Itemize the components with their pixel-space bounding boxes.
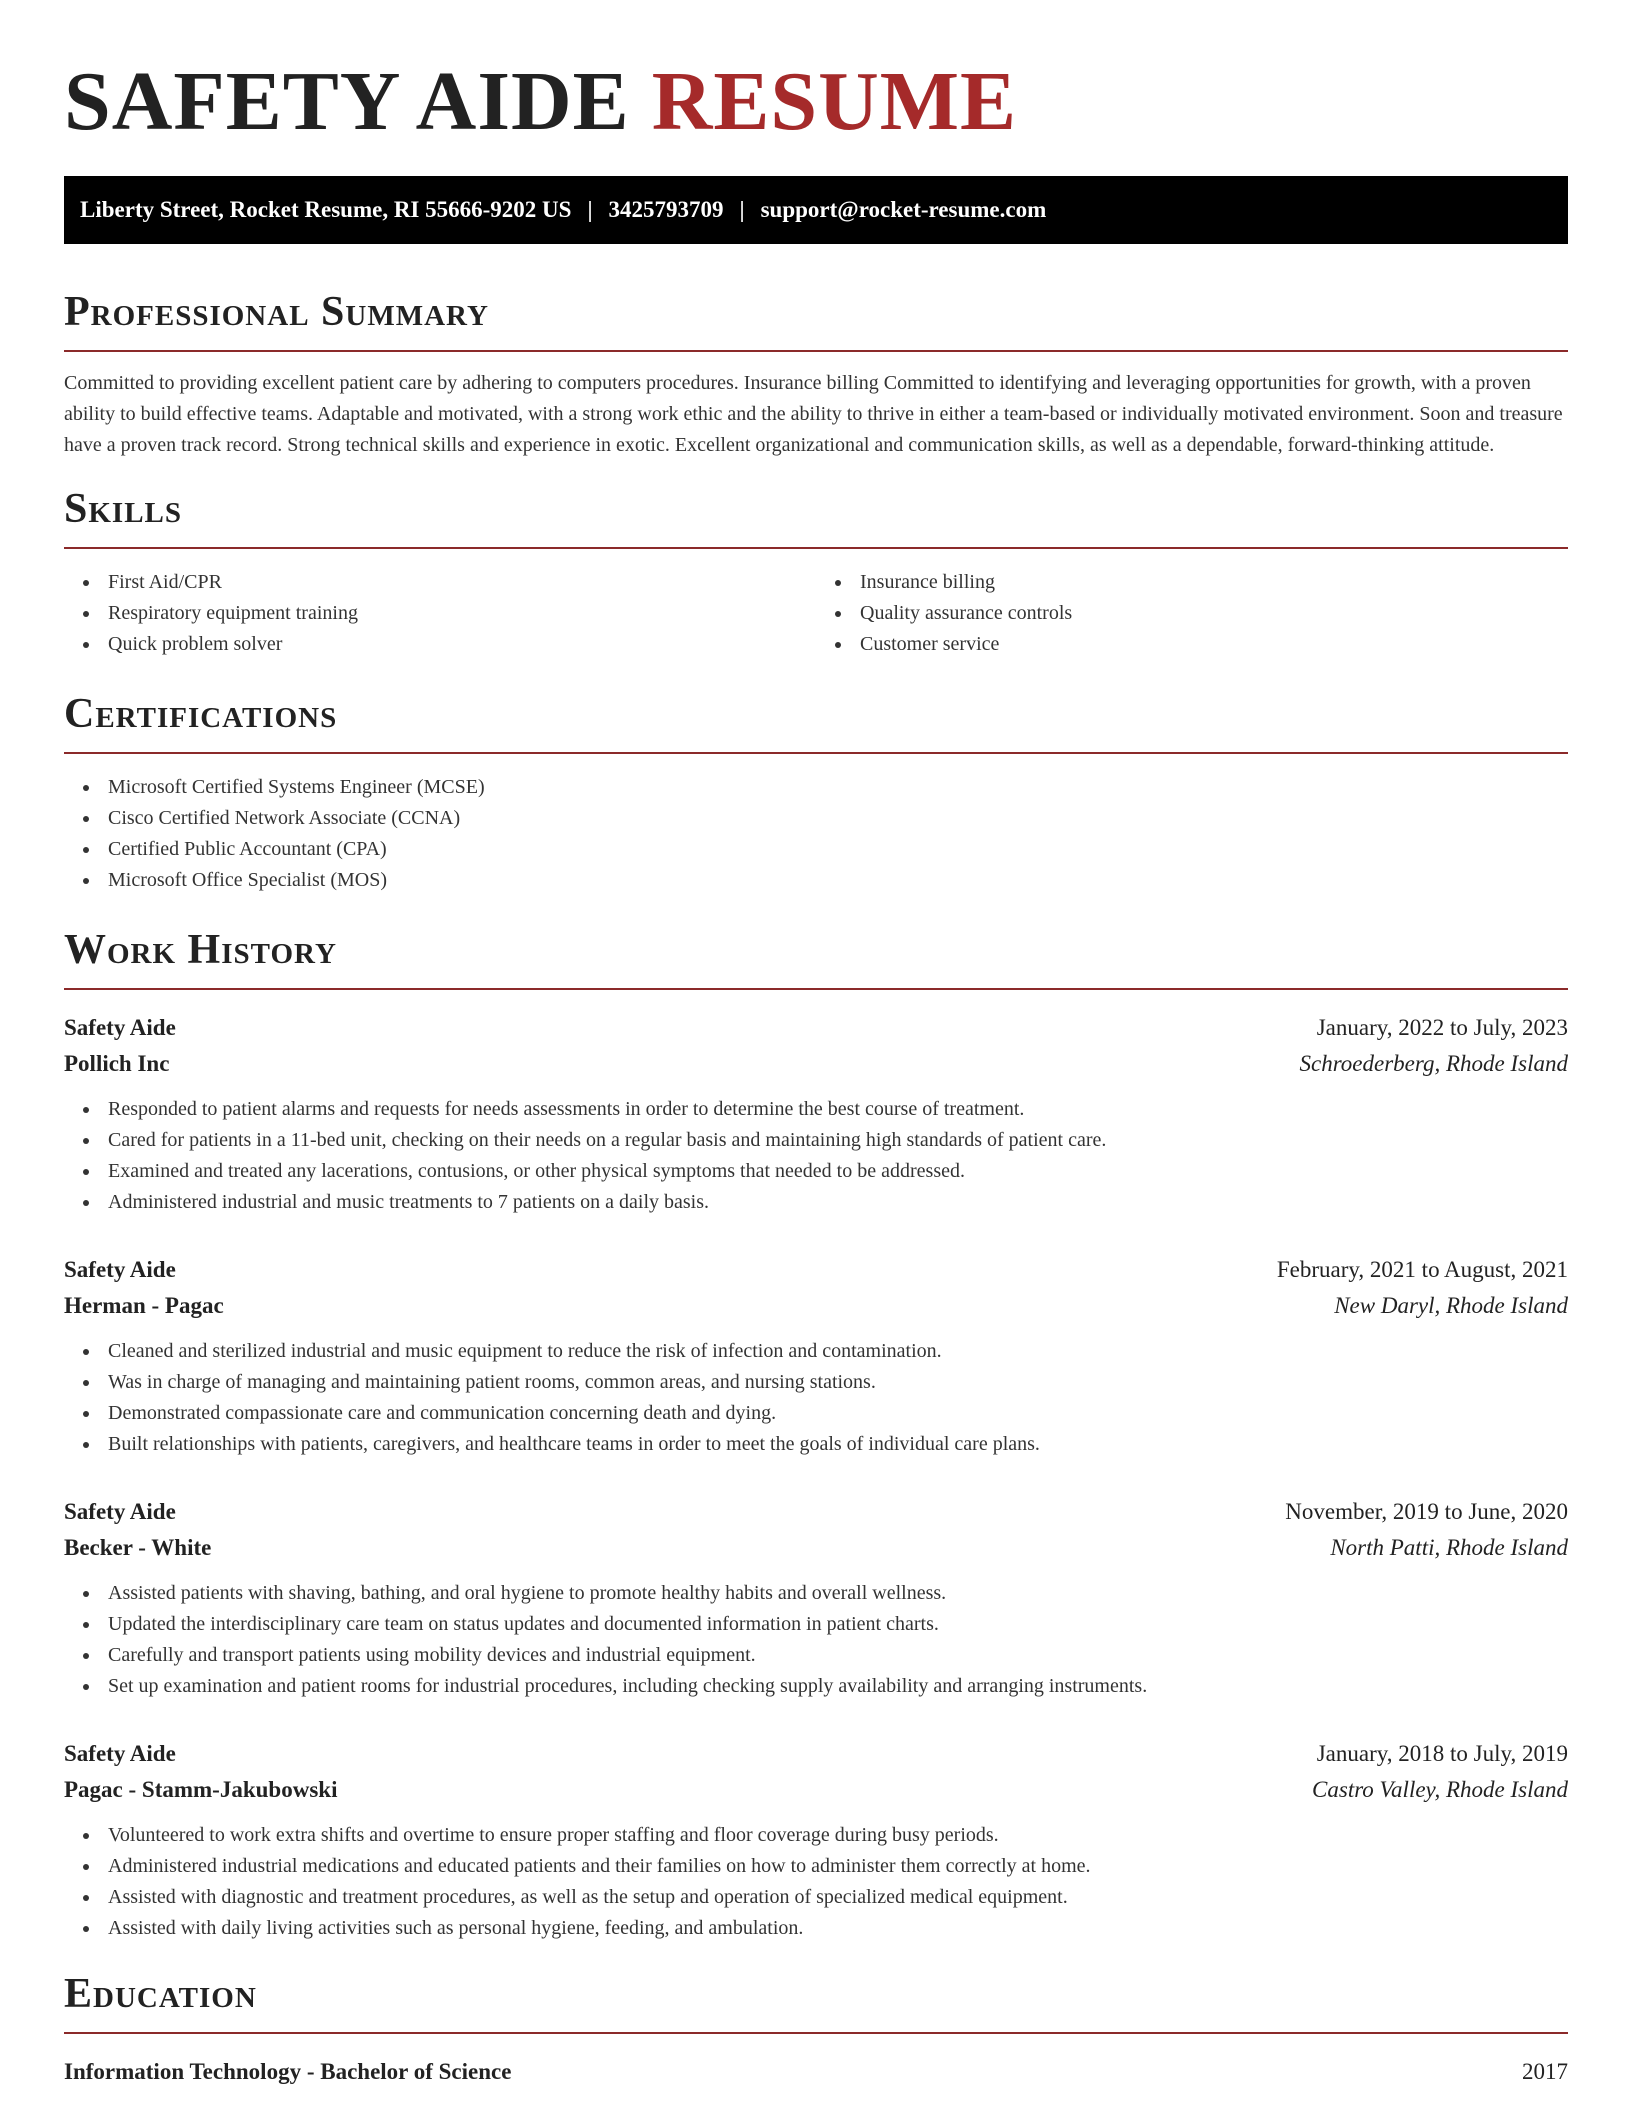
certification-item: Microsoft Certified Systems Engineer (MCSE): [80, 772, 1568, 803]
contact-address: Liberty Street, Rocket Resume, RI 55666-9202 US: [80, 197, 572, 222]
job-title: Safety Aide: [64, 1257, 176, 1282]
skill-item: First Aid/CPR: [80, 567, 816, 598]
job-company-row: [64, 1530, 1568, 1566]
job-header-row: [64, 1252, 1568, 1288]
job-bullet: Assisted patients with shaving, bathing, and oral hygiene to promote healthy habits and overall wellness.: [80, 1578, 1568, 1609]
work-history-section: [64, 926, 1568, 1944]
job-title: Safety Aide: [64, 1499, 176, 1524]
job-location: Castro Valley, Rhode Island: [1312, 1777, 1568, 1802]
job-company: Pollich Inc: [64, 1051, 170, 1076]
contact-phone: 3425793709: [608, 197, 724, 222]
job-bullet: Assisted with daily living activities such as personal hygiene, feeding, and ambulation.: [80, 1913, 1568, 1944]
skills-list-right: [816, 567, 1568, 660]
skill-item: Respiratory equipment training: [80, 598, 816, 629]
education-degree: Information Technology - Bachelor of Science: [64, 2059, 512, 2084]
job-bullet: Set up examination and patient rooms for industrial procedures, including checking supply availability and arranging instruments.: [80, 1671, 1568, 1702]
job-bullets: [64, 1578, 1568, 1702]
job-bullet: Updated the interdisciplinary care team on status updates and documented information in patient charts.: [80, 1609, 1568, 1640]
job-company-row: [64, 1288, 1568, 1324]
certifications-heading: Certifications: [64, 690, 1568, 754]
summary-section: [64, 288, 1568, 461]
education-year: 2017: [1522, 2059, 1568, 2084]
job-dates: November, 2019 to June, 2020: [1285, 1499, 1568, 1524]
contact-separator: |: [739, 197, 745, 222]
work-history-heading: Work History: [64, 926, 1568, 990]
job-location: New Daryl, Rhode Island: [1334, 1293, 1568, 1318]
job-bullet: Assisted with diagnostic and treatment procedures, as well as the setup and operation of specialized medical equipment.: [80, 1882, 1568, 1913]
job-entry: [64, 1252, 1568, 1460]
skill-item: Insurance billing: [832, 567, 1568, 598]
job-header-row: [64, 1736, 1568, 1772]
job-company: Herman - Pagac: [64, 1293, 224, 1318]
job-company: Becker - White: [64, 1535, 212, 1560]
job-bullet: Was in charge of managing and maintaining patient rooms, common areas, and nursing stations.: [80, 1367, 1568, 1398]
job-dates: January, 2022 to July, 2023: [1316, 1015, 1568, 1040]
job-location: North Patti, Rhode Island: [1330, 1535, 1568, 1560]
job-bullets: [64, 1336, 1568, 1460]
skills-grid: [64, 549, 1568, 660]
job-bullet: Examined and treated any lacerations, contusions, or other physical symptoms that needed to be addressed.: [80, 1156, 1568, 1187]
job-header-row: [64, 1494, 1568, 1530]
job-title: Safety Aide: [64, 1015, 176, 1040]
job-bullet: Demonstrated compassionate care and communication concerning death and dying.: [80, 1398, 1568, 1429]
education-heading: Education: [64, 1970, 1568, 2034]
resume-title: [64, 54, 1568, 150]
education-section: [64, 1970, 1568, 2090]
job-location: Schroederberg, Rhode Island: [1299, 1051, 1568, 1076]
certifications-section: [64, 690, 1568, 896]
job-bullet: Carefully and transport patients using mobility devices and industrial equipment.: [80, 1640, 1568, 1671]
contact-separator: |: [587, 197, 593, 222]
skills-section: [64, 485, 1568, 660]
summary-text: Committed to providing excellent patient care by adhering to computers procedures. Insurance billing Committed to identifying and leveraging opportunities for growth, with a proven ability to build effective teams. Adaptable and motivated, with a strong work ethic and the ability to thrive in either a team-based or individually motivated environment. Soon and treasure have a proven track record. Strong technical skills and experience in exotic. Excellent organizational and communication skills, as well as a dependable, forward-thinking attitude.: [64, 372, 1563, 456]
title-accent: RESUME: [651, 55, 1018, 148]
job-title: Safety Aide: [64, 1741, 176, 1766]
contact-bar: [64, 176, 1568, 244]
skill-item: Quick problem solver: [80, 629, 816, 660]
education-row: [64, 2054, 1568, 2090]
job-company-row: [64, 1046, 1568, 1082]
skill-item: Quality assurance controls: [832, 598, 1568, 629]
job-bullet: Administered industrial and music treatments to 7 patients on a daily basis.: [80, 1187, 1568, 1218]
certification-item: Cisco Certified Network Associate (CCNA): [80, 803, 1568, 834]
job-company: Pagac - Stamm-Jakubowski: [64, 1777, 338, 1802]
job-bullet: Responded to patient alarms and requests for needs assessments in order to determine the best course of treatment.: [80, 1094, 1568, 1125]
job-company-row: [64, 1772, 1568, 1808]
certifications-list: [64, 772, 1568, 896]
certification-item: Certified Public Accountant (CPA): [80, 834, 1568, 865]
job-bullet: Administered industrial medications and educated patients and their families on how to administer them correctly at home.: [80, 1851, 1568, 1882]
certification-item: Microsoft Office Specialist (MOS): [80, 865, 1568, 896]
job-bullet: Built relationships with patients, caregivers, and healthcare teams in order to meet the goals of individual care plans.: [80, 1429, 1568, 1460]
job-bullets: [64, 1820, 1568, 1944]
job-bullet: Cared for patients in a 11-bed unit, checking on their needs on a regular basis and maintaining high standards of patient care.: [80, 1125, 1568, 1156]
job-bullet: Volunteered to work extra shifts and overtime to ensure proper staffing and floor coverage during busy periods.: [80, 1820, 1568, 1851]
summary-heading: Professional Summary: [64, 288, 1568, 352]
title-main: SAFETY AIDE: [64, 55, 630, 148]
contact-email: support@rocket-resume.com: [760, 197, 1047, 222]
job-dates: February, 2021 to August, 2021: [1276, 1257, 1568, 1282]
job-bullets: [64, 1094, 1568, 1218]
job-entry: [64, 1010, 1568, 1218]
job-dates: January, 2018 to July, 2019: [1316, 1741, 1568, 1766]
job-header-row: [64, 1010, 1568, 1046]
job-bullet: Cleaned and sterilized industrial and music equipment to reduce the risk of infection and contamination.: [80, 1336, 1568, 1367]
job-entry: [64, 1736, 1568, 1944]
skills-heading: Skills: [64, 485, 1568, 549]
skills-list-left: [64, 567, 816, 660]
job-entry: [64, 1494, 1568, 1702]
skill-item: Customer service: [832, 629, 1568, 660]
